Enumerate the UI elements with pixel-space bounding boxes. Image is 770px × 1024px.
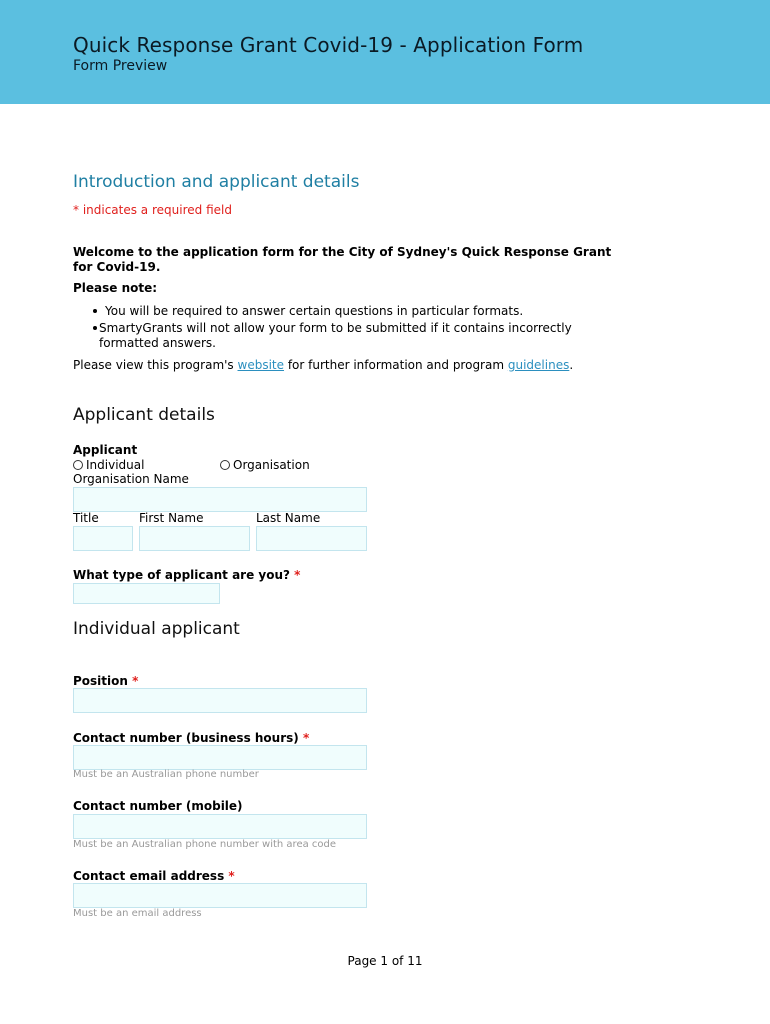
applicant-type-label bbox=[73, 568, 300, 582]
section-title-applicant-details: Applicant details bbox=[73, 405, 215, 425]
section-title-introduction: Introduction and applicant details bbox=[73, 172, 360, 192]
contact-mobile-field[interactable] bbox=[73, 814, 367, 839]
contact-business-field[interactable] bbox=[73, 745, 367, 770]
form-title: Quick Response Grant Covid-19 - Application Form bbox=[73, 33, 584, 57]
website-link[interactable]: website bbox=[237, 358, 285, 372]
welcome-text-line2: for Covid-19. bbox=[73, 260, 161, 274]
list-item bbox=[93, 303, 523, 319]
first-name-field[interactable] bbox=[139, 526, 250, 551]
bullet-icon bbox=[93, 309, 97, 313]
bullet-text: SmartyGrants will not allow your form to be submitted if it contains incorrectly bbox=[99, 321, 572, 335]
contact-mobile-hint: Must be an Australian phone number with area code bbox=[73, 839, 337, 850]
radio-organisation-label: Organisation bbox=[233, 458, 310, 472]
position-label bbox=[73, 674, 138, 688]
bullet-icon bbox=[93, 326, 97, 330]
email-label bbox=[73, 869, 235, 883]
program-info-suffix: . bbox=[569, 358, 574, 372]
bullet-text: You will be required to answer certain questions in particular formats. bbox=[105, 304, 524, 318]
title-field[interactable] bbox=[73, 526, 133, 551]
applicant-label: Applicant bbox=[73, 443, 138, 457]
radio-button-icon[interactable] bbox=[220, 460, 230, 470]
email-label-text: Contact email address bbox=[73, 869, 225, 883]
form-subtitle: Form Preview bbox=[73, 58, 168, 74]
email-field[interactable] bbox=[73, 883, 367, 908]
form-header bbox=[0, 0, 770, 104]
required-star: * bbox=[302, 731, 310, 745]
position-field[interactable] bbox=[73, 688, 367, 713]
applicant-type-label-text: What type of applicant are you? bbox=[73, 568, 290, 582]
organisation-name-label: Organisation Name bbox=[73, 472, 189, 486]
contact-business-label bbox=[73, 731, 309, 745]
first-name-label: First Name bbox=[139, 511, 204, 525]
program-info-prefix: Please view this program's bbox=[73, 358, 238, 372]
required-star: * bbox=[228, 869, 235, 883]
bullet-text-continued: formatted answers. bbox=[99, 336, 216, 350]
program-info-text bbox=[73, 357, 573, 373]
section-title-individual-applicant: Individual applicant bbox=[73, 619, 240, 639]
position-label-text: Position bbox=[73, 674, 128, 688]
radio-organisation[interactable] bbox=[220, 458, 310, 472]
last-name-label: Last Name bbox=[256, 511, 321, 525]
radio-individual[interactable] bbox=[73, 458, 144, 472]
radio-button-icon[interactable] bbox=[73, 460, 83, 470]
required-field-note: * indicates a required field bbox=[73, 203, 232, 217]
welcome-text-line1: Welcome to the application form for the City of Sydney's Quick Response Grant bbox=[73, 245, 612, 259]
required-star: * bbox=[294, 568, 301, 582]
contact-business-hint: Must be an Australian phone number bbox=[73, 769, 259, 780]
email-hint: Must be an email address bbox=[73, 908, 202, 919]
contact-mobile-label: Contact number (mobile) bbox=[73, 799, 243, 813]
page-indicator: Page 1 of 11 bbox=[347, 954, 423, 968]
welcome-text bbox=[73, 245, 673, 275]
radio-individual-label: Individual bbox=[86, 458, 145, 472]
program-info-middle: for further information and program bbox=[284, 358, 508, 372]
guidelines-link[interactable]: guidelines bbox=[507, 358, 570, 372]
last-name-field[interactable] bbox=[256, 526, 367, 551]
applicant-type-select[interactable] bbox=[73, 583, 220, 604]
list-item bbox=[93, 320, 572, 336]
contact-business-label-text: Contact number (business hours) bbox=[73, 731, 299, 745]
required-star: * bbox=[132, 674, 139, 688]
please-note-heading: Please note: bbox=[73, 281, 158, 295]
title-label: Title bbox=[73, 511, 99, 525]
organisation-name-field[interactable] bbox=[73, 487, 367, 512]
